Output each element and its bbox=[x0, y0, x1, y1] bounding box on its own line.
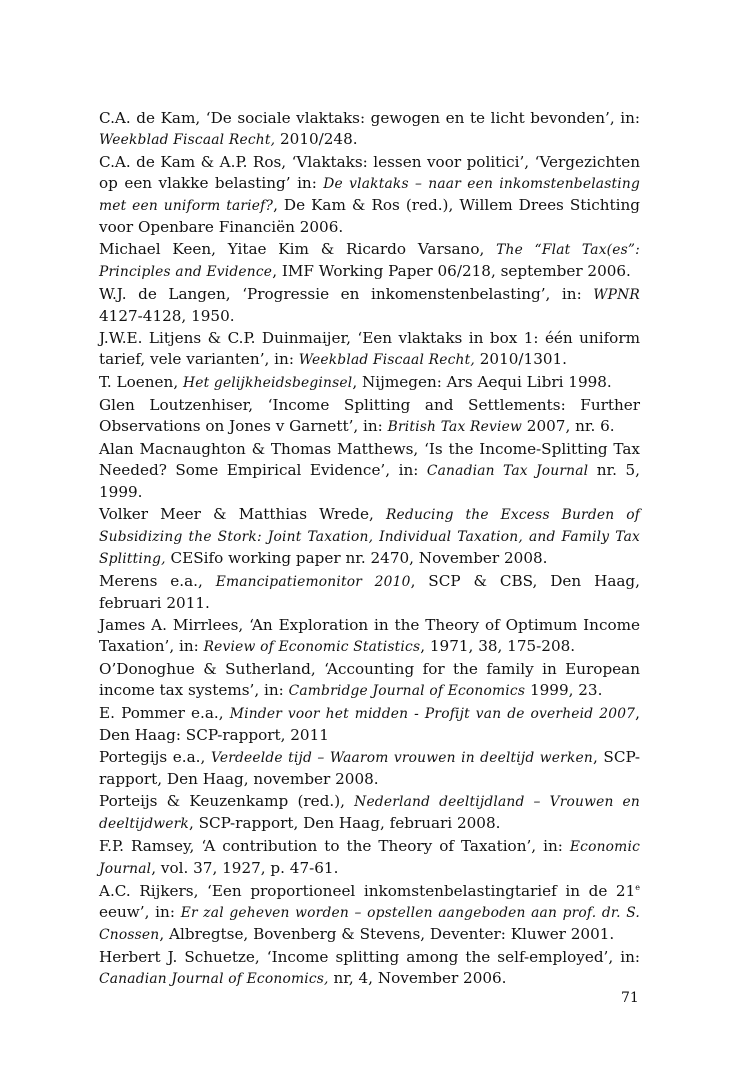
reference-entry: Porteijs & Keuzenkamp (red.), Nederland deeltijdland – Vrouwen en deeltijdwerk, SCP-rapport, Den Haag, februari 2008. bbox=[99, 792, 640, 832]
reference-entry: O’Donoghue & Sutherland, ‘Accounting for the family in European income tax systems’, in: Cambridge Journal of Economics 1999, 23. bbox=[99, 660, 640, 699]
reference-entry: J.W.E. Litjens & C.P. Duinmaijer, ‘Een vlaktaks in box 1: één uniform tarief, vele varianten’, in: Weekblad Fiscaal Recht, 2010/1301. bbox=[99, 329, 640, 368]
reference-entry: T. Loenen, Het gelijkheidsbeginsel, Nijmegen: Ars Aequi Libri 1998. bbox=[99, 373, 612, 391]
reference-entry: Volker Meer & Matthias Wrede, Reducing the Excess Burden of Subsidizing the Stork: Joint Taxation, Individual Taxation, and Family Tax Splitting, CESifo working paper nr. 2470, November 2008. bbox=[99, 505, 641, 567]
reference-entry: W.J. de Langen, ‘Progressie en inkomenstenbelasting’, in: WPNR 4127-4128, 1950. bbox=[99, 285, 640, 325]
reference-entry: E. Pommer e.a., Minder voor het midden - Profijt van de overheid 2007, Den Haag: SCP-rapport, 2011 bbox=[99, 704, 640, 744]
reference-entry: Portegijs e.a., Verdeelde tijd – Waarom vrouwen in deeltijd werken, SCP-rapport, Den Haag, november 2008. bbox=[99, 748, 640, 788]
reference-entry: A.C. Rijkers, ‘Een proportioneel inkomstenbelastingtarief in de 21e eeuw’, in: Er zal geheven worden – opstellen aangeboden aan prof. dr. S. Cnossen, Albregtse, Bovenberg & Stevens, Deventer: Kluwer 2001. bbox=[99, 882, 641, 943]
reference-entry: C.A. de Kam, ‘De sociale vlaktaks: gewogen en te licht bevonden’, in: Weekblad Fiscaal Recht, 2010/248. bbox=[99, 109, 640, 148]
page-number: 71 bbox=[621, 990, 639, 1006]
reference-entry: Michael Keen, Yitae Kim & Ricardo Varsano, The “Flat Tax(es”: Principles and Evidence, IMF Working Paper 06/218, september 2006. bbox=[99, 240, 641, 280]
reference-entry: Herbert J. Schuetze, ‘Income splitting among the self-employed’, in: Canadian Journal of Economics, nr, 4, November 2006. bbox=[99, 948, 640, 987]
reference-entry: Merens e.a., Emancipatiemonitor 2010, SCP & CBS, Den Haag, februari 2011. bbox=[99, 572, 640, 612]
reference-entry: F.P. Ramsey, ‘A contribution to the Theory of Taxation’, in: Economic Journal, vol. 37, 1927, p. 47-61. bbox=[99, 837, 640, 877]
reference-entry: C.A. de Kam & A.P. Ros, ‘Vlaktaks: lessen voor politici’, ‘Vergezichten op een vlakke belasting’ in: De vlaktaks – naar een inkomstenbelasting met een uniform tarief?, De Kam & Ros (red.), Willem Drees Stichting voor Openbare Financiën 2006. bbox=[99, 153, 640, 236]
reference-entry: James A. Mirrlees, ‘An Exploration in the Theory of Optimum Income Taxation’, in: Review of Economic Statistics, 1971, 38, 175-208. bbox=[99, 616, 640, 655]
reference-entry: Alan Macnaughton & Thomas Matthews, ‘Is the Income-Splitting Tax Needed? Some Empirical Evidence’, in: Canadian Tax Journal nr. 5, 1999. bbox=[99, 440, 640, 501]
reference-list bbox=[99, 108, 640, 991]
reference-entry: Glen Loutzenhiser, ‘Income Splitting and Settlements: Further Observations on Jones v Garnett’, in: British Tax Review 2007, nr. 6. bbox=[99, 396, 640, 435]
